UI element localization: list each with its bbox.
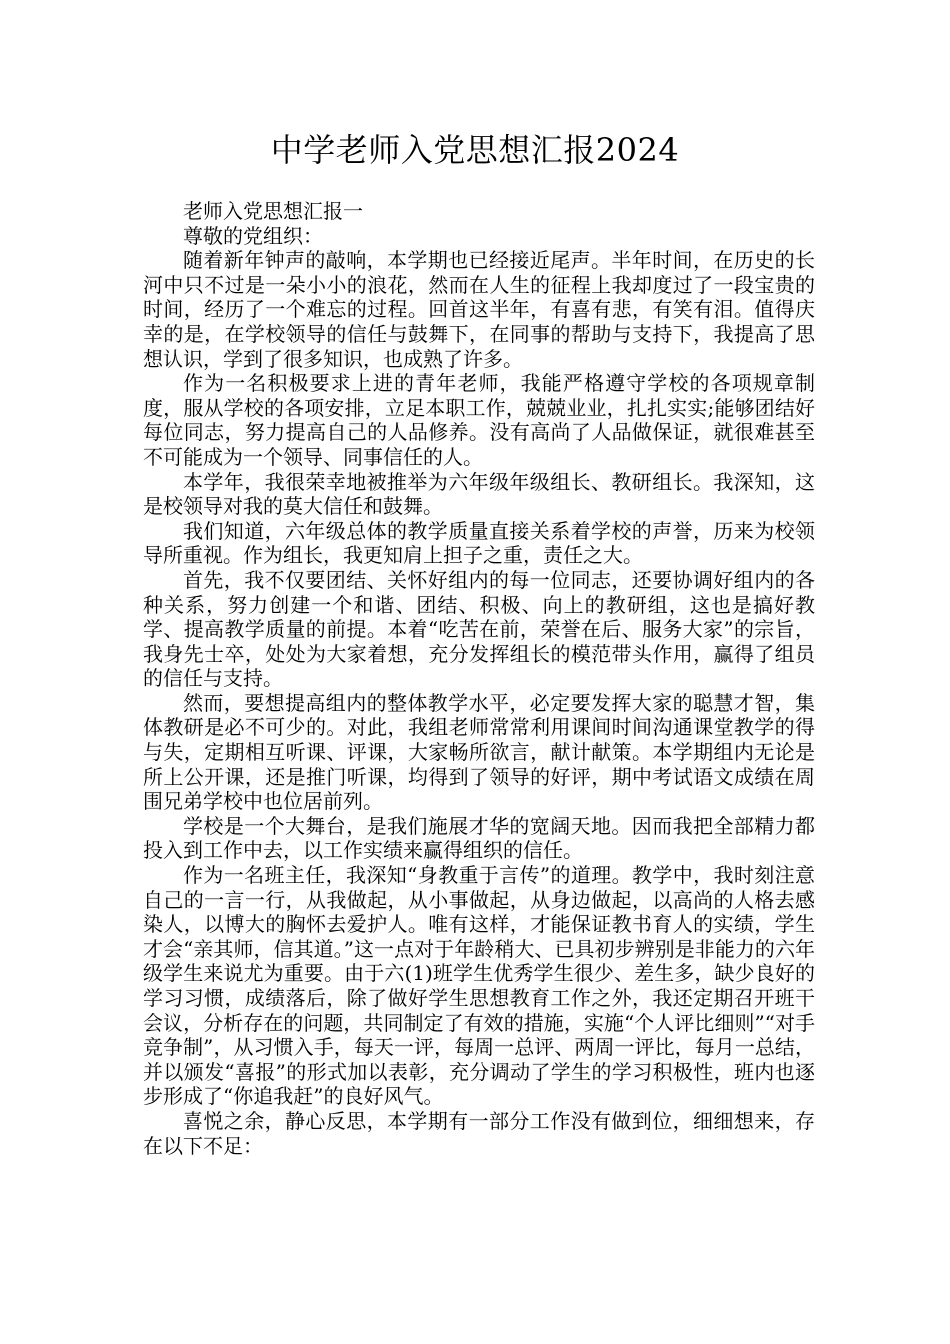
paragraph-heading: 老师入党思想汇报一 — [183, 199, 363, 223]
paragraph: 学校是一个大舞台，是我们施展才华的宽阔天地。因而我把全部精力都投入到工作中去，以工作实绩来赢得组织的信任。 — [143, 813, 815, 863]
document-body — [143, 199, 815, 1158]
paragraph: 作为一名积极要求上进的青年老师，我能严格遵守学校的各项规章制度，服从学校的各项安排，立足本职工作，兢兢业业，扎扎实实;能够团结好每位同志，努力提高自己的人品修养。没有高尚了人品做保证，就很难甚至不可能成为一个领导、同事信任的人。 — [143, 371, 815, 469]
paragraph: 随着新年钟声的敲响，本学期也已经接近尾声。半年时间，在历史的长河中只不过是一朵小小的浪花，然而在人生的征程上我却度过了一段宝贵的时间，经历了一个难忘的过程。回首这半年，有喜有悲，有笑有泪。值得庆幸的是，在学校领导的信任与鼓舞下，在同事的帮助与支持下，我提高了思想认识，学到了很多知识，也成熟了许多。 — [143, 248, 815, 371]
paragraph: 喜悦之余，静心反思，本学期有一部分工作没有做到位，细细想来，存在以下不足： — [143, 1108, 815, 1158]
paragraph: 作为一名班主任，我深知“身教重于言传”的道理。教学中，我时刻注意自己的一言一行，从我做起，从小事做起，从身边做起，以高尚的人格去感染人，以博大的胸怀去爱护人。唯有这样，才能保证教书育人的实绩，学生才会“亲其师，信其道。”这一点对于年龄稍大、已具初步辨别是非能力的六年级学生来说尤为重要。由于六(1)班学生优秀学生很少、差生多，缺少良好的学习习惯，成绩落后，除了做好学生思想教育工作之外，我还定期召开班干会议，分析存在的问题，共同制定了有效的措施，实施“个人评比细则”“对手竞争制”，从习惯入手，每天一评，每周一总评、两周一评比，每月一总结，并以颁发“喜报”的形式加以表彰，充分调动了学生的学习积极性，班内也逐步形成了“你追我赶”的良好风气。 — [143, 863, 815, 1109]
paragraph: 首先，我不仅要团结、关怀好组内的每一位同志，还要协调好组内的各种关系，努力创建一个和谐、团结、积极、向上的教研组，这也是搞好教学、提高教学质量的前提。本着“吃苦在前，荣誉在后、服务大家”的宗旨，我身先士卒，处处为大家着想，充分发挥组长的模范带头作用，赢得了组员的信任与支持。 — [143, 567, 815, 691]
paragraph: 然而，要想提高组内的整体教学水平，必定要发挥大家的聪慧才智，集体教研是必不可少的。对此，我组老师常常利用课间时间沟通课堂教学的得与失，定期相互听课、评课，大家畅所欲言，献计献策。本学期组内无论是所上公开课，还是推门听课，均得到了领导的好评，期中考试语文成绩在周围兄弟学校中也位居前列。 — [143, 690, 815, 814]
document-title: 中学老师入党思想汇报2024 — [270, 131, 680, 169]
paragraph: 我们知道，六年级总体的教学质量直接关系着学校的声誉，历来为校领导所重视。作为组长，我更知肩上担子之重，责任之大。 — [143, 518, 815, 568]
paragraph: 本学年，我很荣幸地被推举为六年级年级组长、教研组长。我深知，这是校领导对我的莫大信任和鼓舞。 — [143, 469, 815, 519]
paragraph-salutation: 尊敬的党组织： — [183, 223, 323, 248]
